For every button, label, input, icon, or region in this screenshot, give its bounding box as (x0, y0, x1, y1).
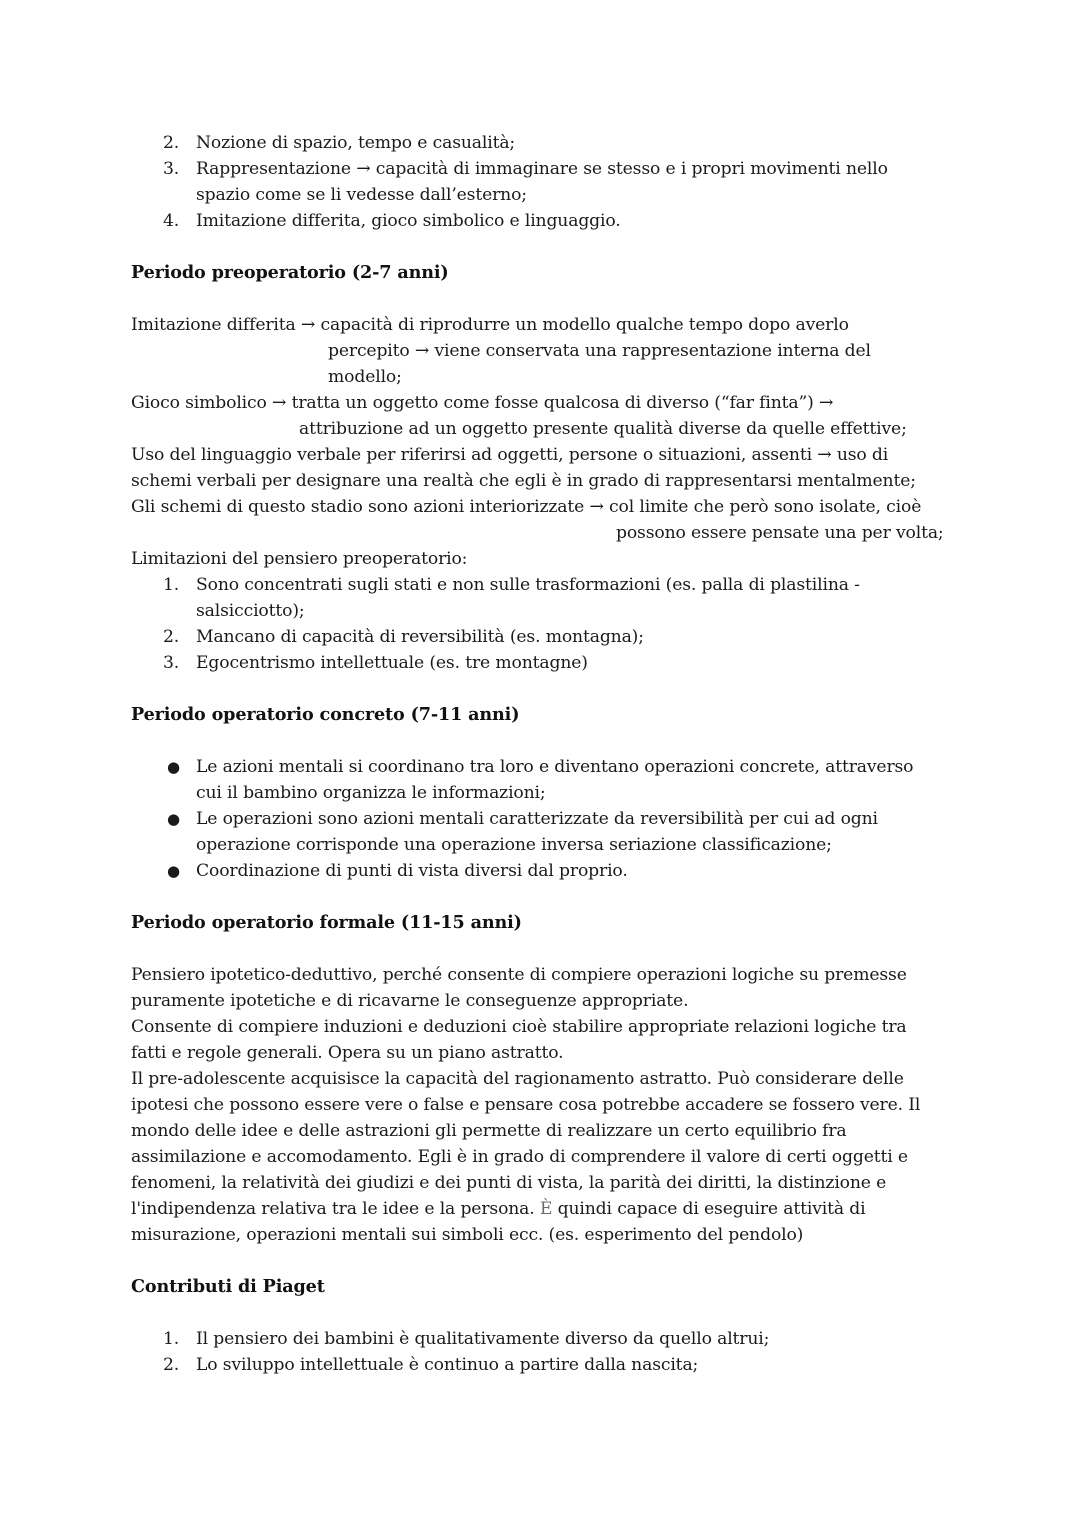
list-item-text: Sono concentrati sugli stati e non sulle trasformazioni (es. palla di plastilina - (196, 575, 860, 595)
paragraph-line: fatti e regole generali. Opera su un piano astratto. (131, 1043, 564, 1063)
paragraph-line: misurazione, operazioni mentali sui simboli ecc. (es. esperimento del pendolo) (131, 1225, 804, 1245)
imitazione-differita-paragraph (131, 312, 961, 390)
section-heading-preoperatorio: Periodo preoperatorio (2-7 anni) (131, 262, 449, 283)
paragraph-line: assimilazione e accomodamento. Egli è in grado di comprendere il valore di certi oggetti e (131, 1147, 908, 1167)
list-item (131, 1352, 961, 1378)
bullet-icon: ● (167, 862, 180, 880)
bullet-icon: ● (167, 810, 180, 828)
section-heading-formale: Periodo operatorio formale (11-15 anni) (131, 912, 522, 933)
list-item (131, 754, 961, 806)
schemi-paragraph (131, 494, 961, 546)
paragraph-line: Consente di compiere induzioni e deduzioni cioè stabilire appropriate relazioni logiche tra (131, 1017, 907, 1037)
line-segment: l'indipendenza relativa tra le idee e la persona. (131, 1199, 540, 1219)
list-item-text: Le azioni mentali si coordinano tra loro e diventano operazioni concrete, attraverso (196, 757, 914, 777)
paragraph-line-indented: percepito → viene conservata una rappresentazione interna del (328, 341, 871, 361)
list-number: 3. (163, 159, 180, 179)
paragraph-line: puramente ipotetiche e di ricavarne le conseguenze appropriate. (131, 991, 689, 1011)
gioco-simbolico-paragraph (131, 390, 961, 442)
list-item-text: Il pensiero dei bambini è qualitativamente diverso da quello altrui; (196, 1329, 770, 1349)
list-number: 2. (163, 627, 180, 647)
list-item (131, 1326, 961, 1352)
list-number: 2. (163, 1355, 180, 1375)
list-number: 1. (163, 575, 180, 595)
paragraph-line (131, 1196, 961, 1222)
document-page (131, 130, 961, 1378)
list-item (131, 130, 961, 156)
list-item (131, 624, 961, 650)
paragraph-line-indented: modello; (328, 367, 402, 387)
list-number: 3. (163, 653, 180, 673)
list-number: 2. (163, 133, 180, 153)
bullet-icon: ● (167, 758, 180, 776)
list-item (131, 858, 961, 884)
paragraph-line: Pensiero ipotetico-deduttivo, perché consente di compiere operazioni logiche su premesse (131, 965, 907, 985)
list-item (131, 156, 961, 208)
list-item-text: Mancano di capacità di reversibilità (es. montagna); (196, 627, 644, 647)
list-number: 1. (163, 1329, 180, 1349)
list-item-text: Rappresentazione → capacità di immaginare se stesso e i propri movimenti nello (196, 159, 888, 179)
list-item-text-continued: operazione corrisponde una operazione inversa seriazione classificazione; (196, 835, 832, 855)
list-item-text-continued: cui il bambino organizza le informazioni; (196, 783, 546, 803)
limitazioni-list (131, 572, 961, 676)
list-item (131, 806, 961, 858)
contributi-list (131, 1326, 961, 1378)
section-heading-concreto: Periodo operatorio concreto (7-11 anni) (131, 704, 520, 725)
linguaggio-paragraph (131, 442, 961, 494)
limitazioni-label: Limitazioni del pensiero preoperatorio: (131, 549, 468, 569)
paragraph-line: Il pre-adolescente acquisisce la capacità del ragionamento astratto. Può considerare delle (131, 1069, 904, 1089)
paragraph-line-indented: possono essere pensate una per volta; (616, 523, 944, 543)
paragraph-line: ipotesi che possono essere vere o false e pensare cosa potrebbe accadere se fossero vere. Il (131, 1095, 921, 1115)
list-item (131, 208, 961, 234)
paragraph-line: fenomeni, la relatività dei giudizi e dei punti di vista, la parità dei diritti, la distinzione e (131, 1173, 887, 1193)
list-item-text-continued: salsicciotto); (196, 601, 305, 621)
list-item-text: Coordinazione di punti di vista diversi dal proprio. (196, 861, 628, 881)
list-number: 4. (163, 211, 180, 231)
list-item (131, 650, 961, 676)
list-item-text-continued: spazio come se li vedesse dall’esterno; (196, 185, 527, 205)
list-item (131, 572, 961, 624)
list-item-text: Le operazioni sono azioni mentali caratterizzate da reversibilità per cui ad ogni (196, 809, 878, 829)
list-item-text: Imitazione differita, gioco simbolico e linguaggio. (196, 211, 621, 231)
paragraph-line: schemi verbali per designare una realtà che egli è in grado di rappresentarsi mentalmente; (131, 471, 916, 491)
paragraph-line: mondo delle idee e delle astrazioni gli permette di realizzare un certo equilibrio fra (131, 1121, 847, 1141)
paragraph-line-indented: attribuzione ad un oggetto presente qualità diverse da quelle effettive; (299, 419, 907, 439)
grey-capital-e: È (539, 1199, 553, 1219)
paragraph-line: Gioco simbolico → tratta un oggetto come fosse qualcosa di diverso (“far finta”) → (131, 393, 834, 413)
section-heading-contributi: Contributi di Piaget (131, 1276, 325, 1297)
paragraph-line: Imitazione differita → capacità di riprodurre un modello qualche tempo dopo averlo (131, 315, 849, 335)
sensorimotor-list (131, 130, 961, 234)
paragraph-line: Gli schemi di questo stadio sono azioni interiorizzate → col limite che però sono isolate, cioè (131, 497, 922, 517)
concreto-bullet-list (131, 754, 961, 884)
paragraph-line: Uso del linguaggio verbale per riferirsi ad oggetti, persone o situazioni, assenti → uso di (131, 445, 889, 465)
line-segment: quindi capace di eseguire attività di (552, 1199, 866, 1219)
formale-paragraph (131, 962, 961, 1248)
list-item-text: Lo sviluppo intellettuale è continuo a partire dalla nascita; (196, 1355, 699, 1375)
list-item-text: Nozione di spazio, tempo e casualità; (196, 133, 516, 153)
list-item-text: Egocentrismo intellettuale (es. tre montagne) (196, 653, 588, 673)
